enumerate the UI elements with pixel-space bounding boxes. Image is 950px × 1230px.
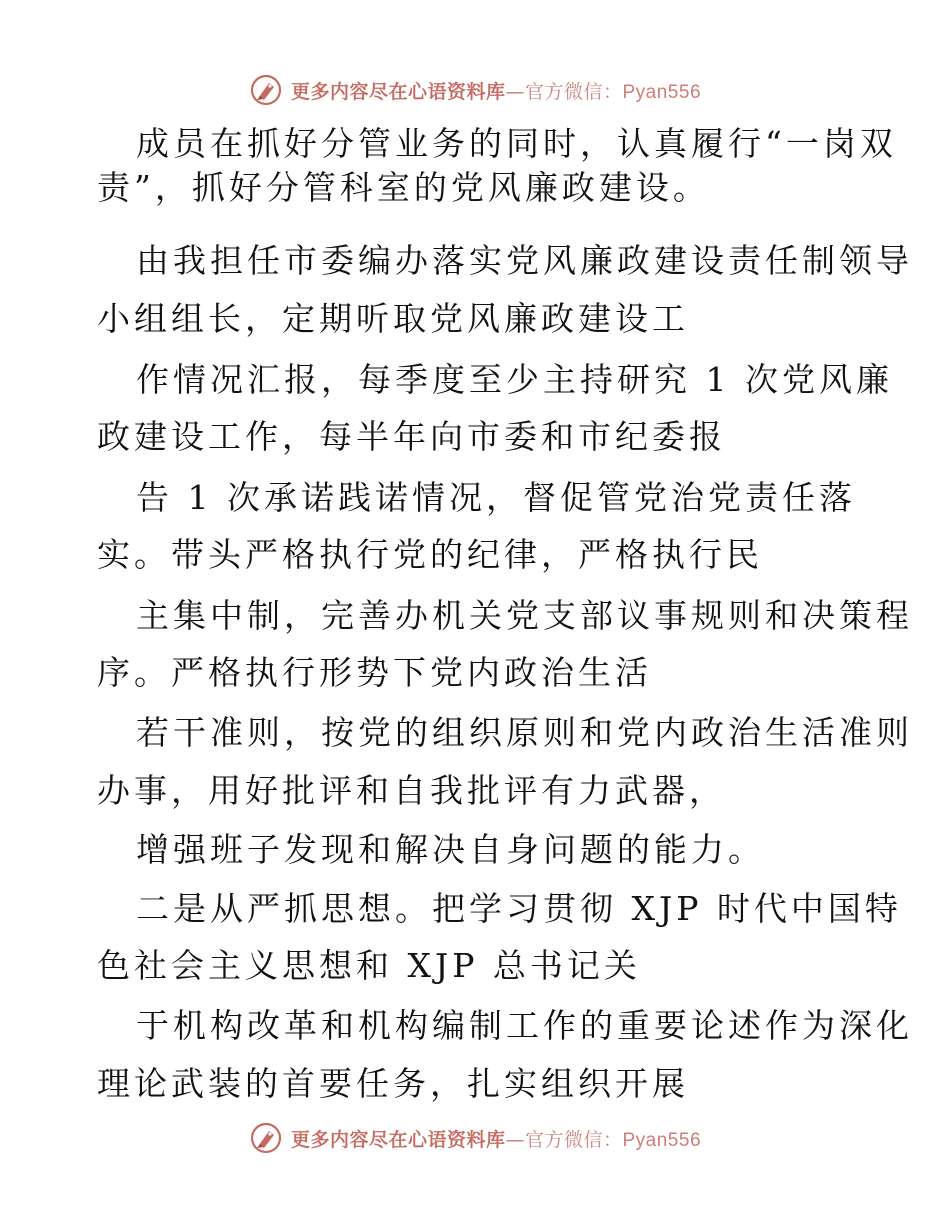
pen-nib-logo-icon — [249, 73, 283, 107]
text-line: 由我担任市委编办落实党风廉政建设责任制领导 — [136, 241, 913, 280]
text-line: 序。严格执行形势下党内政治生活 — [97, 653, 652, 692]
text-line: 理论武装的首要任务，扎实组织开展 — [97, 1064, 689, 1103]
text-line: 成员在抓好分管业务的同时，认真履行“一岗双 — [136, 124, 897, 163]
text-line: 若干准则，按党的组织原则和党内政治生活准则 — [136, 713, 913, 752]
watermark-brand: 更多内容尽在心语资料库 — [290, 1128, 506, 1151]
watermark-contact-label: 官方微信： — [524, 1128, 623, 1151]
watermark-brand: 更多内容尽在心语资料库 — [290, 80, 506, 103]
text-line: 色社会主义思想和 XJP 总书记关 — [97, 946, 641, 985]
watermark-text — [291, 1125, 701, 1152]
text-line: 作情况汇报，每季度至少主持研究 1 次党风廉 — [136, 360, 893, 399]
watermark-contact-label: 官方微信： — [524, 80, 623, 103]
watermark-separator: — — [505, 1128, 525, 1151]
text-line: 告 1 次承诺践诺情况，督促管党治党责任落 — [136, 478, 856, 517]
watermark-separator: — — [505, 80, 525, 103]
watermark-handle: Pyan556 — [622, 1129, 702, 1151]
pen-nib-logo-icon — [249, 1121, 283, 1155]
text-line: 责”，抓好分管科室的党风廉政建设。 — [97, 168, 710, 207]
text-line: 办事，用好批评和自我批评有力武器， — [97, 771, 726, 810]
text-line: 于机构改革和机构编制工作的重要论述作为深化 — [136, 1006, 913, 1045]
text-line: 增强班子发现和解决自身问题的能力。 — [136, 830, 765, 869]
text-line: 主集中制，完善办机关党支部议事规则和决策程 — [136, 596, 913, 635]
text-line: 小组组长，定期听取党风廉政建设工 — [97, 299, 689, 338]
footer-watermark — [0, 1118, 950, 1158]
header-watermark — [0, 70, 950, 110]
text-line: 政建设工作，每半年向市委和市纪委报 — [97, 417, 726, 456]
text-line: 实。带头严格执行党的纪律，严格执行民 — [97, 535, 763, 574]
text-line: 二是从严抓思想。把学习贯彻 XJP 时代中国特 — [136, 889, 902, 928]
watermark-handle: Pyan556 — [622, 81, 702, 103]
watermark-text — [291, 77, 701, 104]
